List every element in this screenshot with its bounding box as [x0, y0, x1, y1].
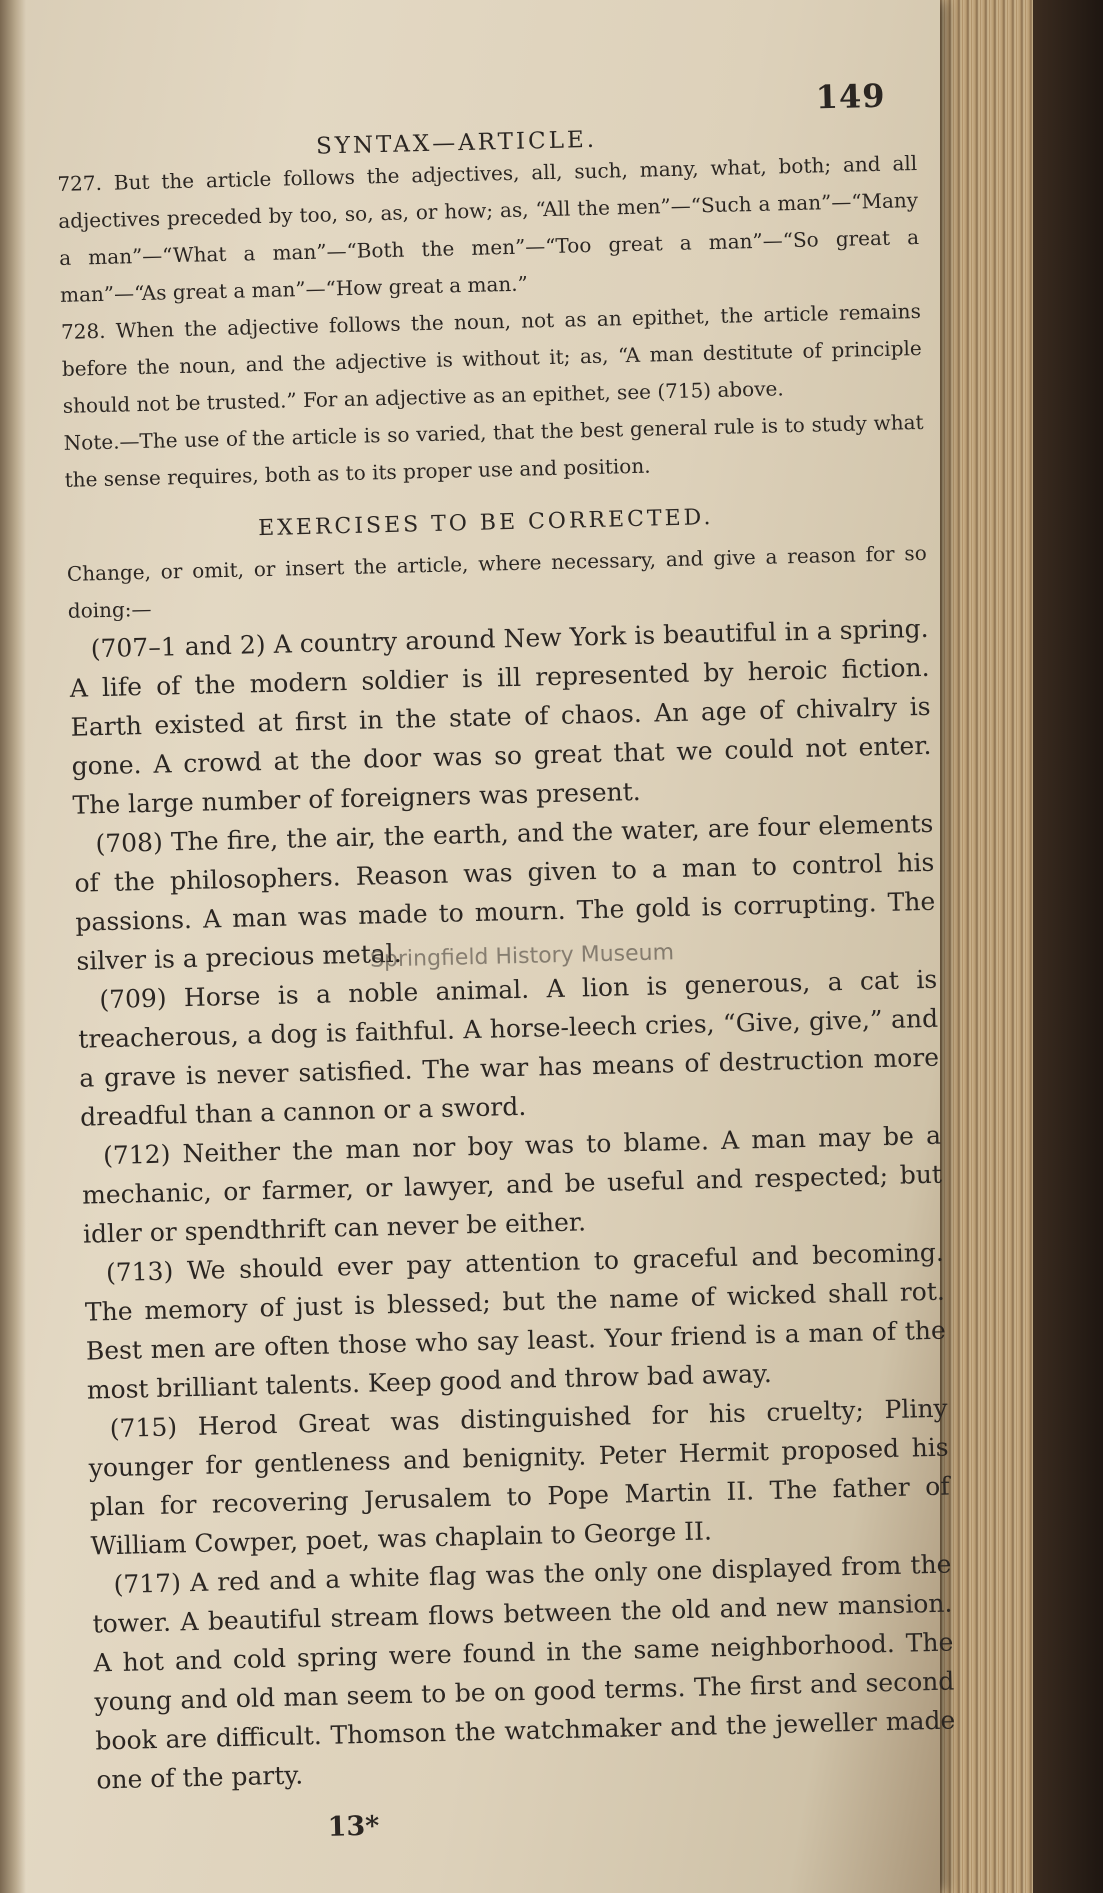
exercise-707: (707–1 and 2) A country around New York is beautiful in a spring. A life of the modern soldier is ill represented by heroic fiction. Earth existed at first in the state of chaos. An age of chivalry is gone. A crowd at the door was so great that we could not enter. The large number of foreigners was present. [69, 613, 932, 820]
exercise-717: (717) A red and a white flag was the only one displayed from the tower. A beautiful stream flows between the old and new mansion. A hot and cold spring were found in the same neighborhood. The young and old man seem to be on good terms. The first and second book are difficult. Thomson the watchmaker and the jeweller made one of the party. [92, 1549, 956, 1795]
exercises-heading: EXERCISES TO BE CORRECTED. [257, 505, 714, 542]
rule-728: 728. When the adjective follows the noun, not as an epithet, the article remains before the noun, and the adjective is without it; as, “A man destitute of principle should not be trusted.” For an adjective as an epithet, see (715) above. [60, 298, 922, 418]
exercise-712: (712) Neither the man nor boy was to blame. A man may be a mechanic, or farmer, or lawyer, and be useful and respected; but idler or spendthrift can never be either. [81, 1120, 943, 1249]
rules-section [57, 145, 925, 499]
rule-727: 727. But the article follows the adjectives, all, such, many, what, both; and all adjectives preceded by too, so, as, or how; as, “All the men”—“Such a man”—“Many a man”—“What a man”—“Both the men”—“Too great a man”—“So great a man”—“As great a man”—“How great a man.” [57, 150, 920, 307]
instruction-text: Change, or omit, or insert the article, where necessary, and give a reason for so doing:— [66, 540, 927, 623]
exercise-709: (709) Horse is a noble animal. A lion is generous, a cat is treacherous, a dog is faithful. A horse-leech cries, “Give, give,” and a grave is never satisfied. The war has means of destruction more dreadful than a cannon or a sword. [77, 964, 940, 1132]
book-cover-shadow [1033, 0, 1103, 1893]
exercise-715: (715) Herod Great was distinguished for his cruelty; Pliny younger for gentleness and benignity. Peter Hermit proposed his plan for recovering Jerusalem to Pope Martin II. The father of William Cowper, poet, was chaplain to George II. [88, 1393, 950, 1561]
watermark-text: Springfield History Museum [369, 940, 675, 973]
running-head: SYNTAX—ARTICLE. [315, 126, 598, 160]
exercise-713: (713) We should ever pay attention to graceful and becoming. The memory of just is blessed; but the name of wicked shall rot. Best men are often those who say least. Your friend is a man of the most brilliant talents. Keep good and throw bad away. [84, 1237, 947, 1405]
page-gutter [0, 0, 26, 1893]
exercise-708: (708) The fire, the air, the earth, and the water, are four elements of the philosophers. Reason was given to a man to control his passions. A man was made to mourn. The gold is corrupting. The silver is a precious metal. [74, 808, 936, 976]
signature-mark: 13* [327, 1810, 380, 1843]
page-number: 149 [815, 76, 886, 117]
exercises-body [68, 609, 956, 1800]
rule-note: Note.—The use of the article is so varied, that the best general rule is to study what the sense requires, both as to its proper use and position. [63, 409, 924, 492]
